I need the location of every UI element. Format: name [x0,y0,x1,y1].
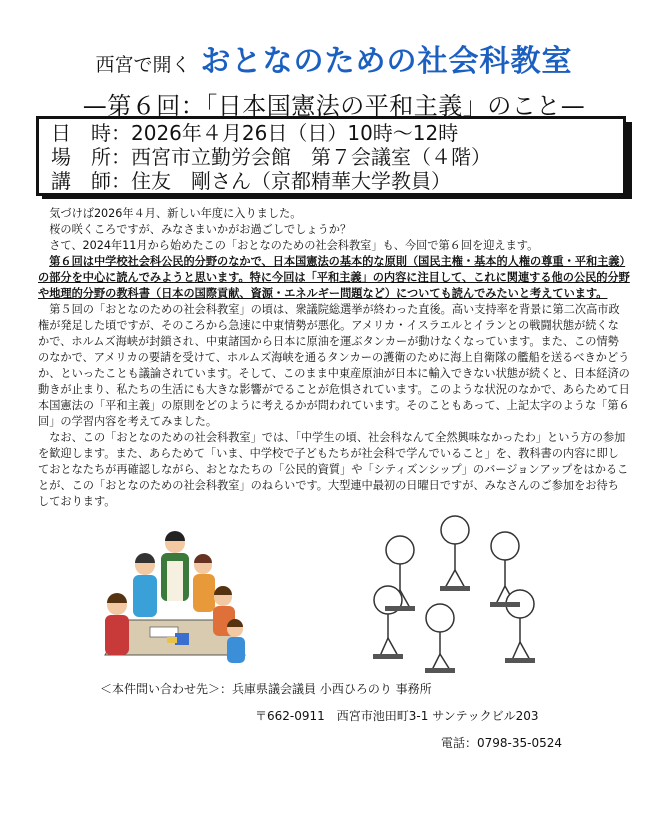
info-box-shadow-right [626,122,632,199]
event-date: 日 時：2026年４月26日（日）10時〜12時 [51,121,459,145]
title-row [0,36,668,80]
contact-info: ＜本件問い合わせ先＞：兵庫県議会議員 小西ひろのり 事務所 [100,682,432,696]
paragraph-2: 桜の咲くころですが、みなさまいかがお過ごしでしょうか？ [49,223,352,236]
paragraph-6: なお、この「おとなのための社会科教室」では、「中学生の頃、社会科なんて全然興味なかったわ」という方の参加を歓迎します。また、あらためて「いま、中学校で子どもたちが社会科で学んでいること」を、教科書の内容に即しておとなたちが再確認しながら、おとなたちの「公民的資質」や「シティズンシップ」のバージョンアップをはかることが、この「おとなのための社会科教室」のねらいです。大型連中最初の日曜日ですが、みなさんのご参加をお待ちしております。 [38,431,629,508]
paragraph-5: 第５回の「おとなのための社会科教室」の頃は、衆議院総選挙が終わった直後。高い支持率を背景に第二次高市政権が発足した頃ですが、そのころから急速に中東情勢が悪化。アメリカ・イスラエルとイランとの戦闘状態が続くなかで、ホルムズ海峡が封鎖され、中東諸国から日本に原油を運ぶタンカーが動けなくなっています。また、この情勢のなかで、アメリカの要請を受けて、ホルムズ海峡を通るタンカーの護衛のために海上自衛隊の艦船を送るべきかどうか、といったことも議論されています。そして、このまま中東産原油が日本に輸入できない状態が続くと、日本経済の動きが止まり、私たちの生活にも大きな影響がでることが危惧されています。このような状況のなかで、あらためて日本国憲法の「平和主義」の原則をどのように考えるかが問われています。そのこともあって、上記太字のような「第６回」の学習内容を考えてみました。 [38,303,630,428]
subtitle: —第６回：「日本国憲法の平和主義」のこと— [82,92,586,120]
title-prefix: 西宮で開く [95,54,191,76]
paragraph-3: さて、2024年11月から始めたこの「おとなのための社会科教室」も、今回で第６回を迎えます。 [49,239,539,252]
paragraph-4-emphasis: 第６回は中学校社会科公民的分野のなかで、日本国憲法の基本的な原則（国民主権・基本的人権の尊重・平和主義）の部分を中心に読んでみようと思います。特に今回は「平和主義」の内容に注目して、これに関連する他の公民的分野や地理的分野の教科書（日本の国際貢献、資源・エネルギー問題など）についても読んでみたいと考えています。 [38,255,630,300]
event-lecturer: 講 師：住友 剛さん（京都精華大学教員） [51,169,451,193]
study-group-illustration [95,525,255,670]
body-text [38,206,630,510]
discussion-circle-illustration [370,508,550,673]
event-info-box [36,116,626,196]
contact-phone: 電話：0798-35-0524 [441,736,563,750]
page-title: おとなのための社会科教室 [200,44,573,79]
paragraph-1: 気づけば2026年４月、新しい年度に入りました。 [49,207,302,220]
event-place: 場 所：西宮市立勤労会館 第７会議室（４階） [51,145,491,169]
contact-address: 〒662-0911 西宮市池田町3-1 サンテックビル203 [255,709,539,723]
